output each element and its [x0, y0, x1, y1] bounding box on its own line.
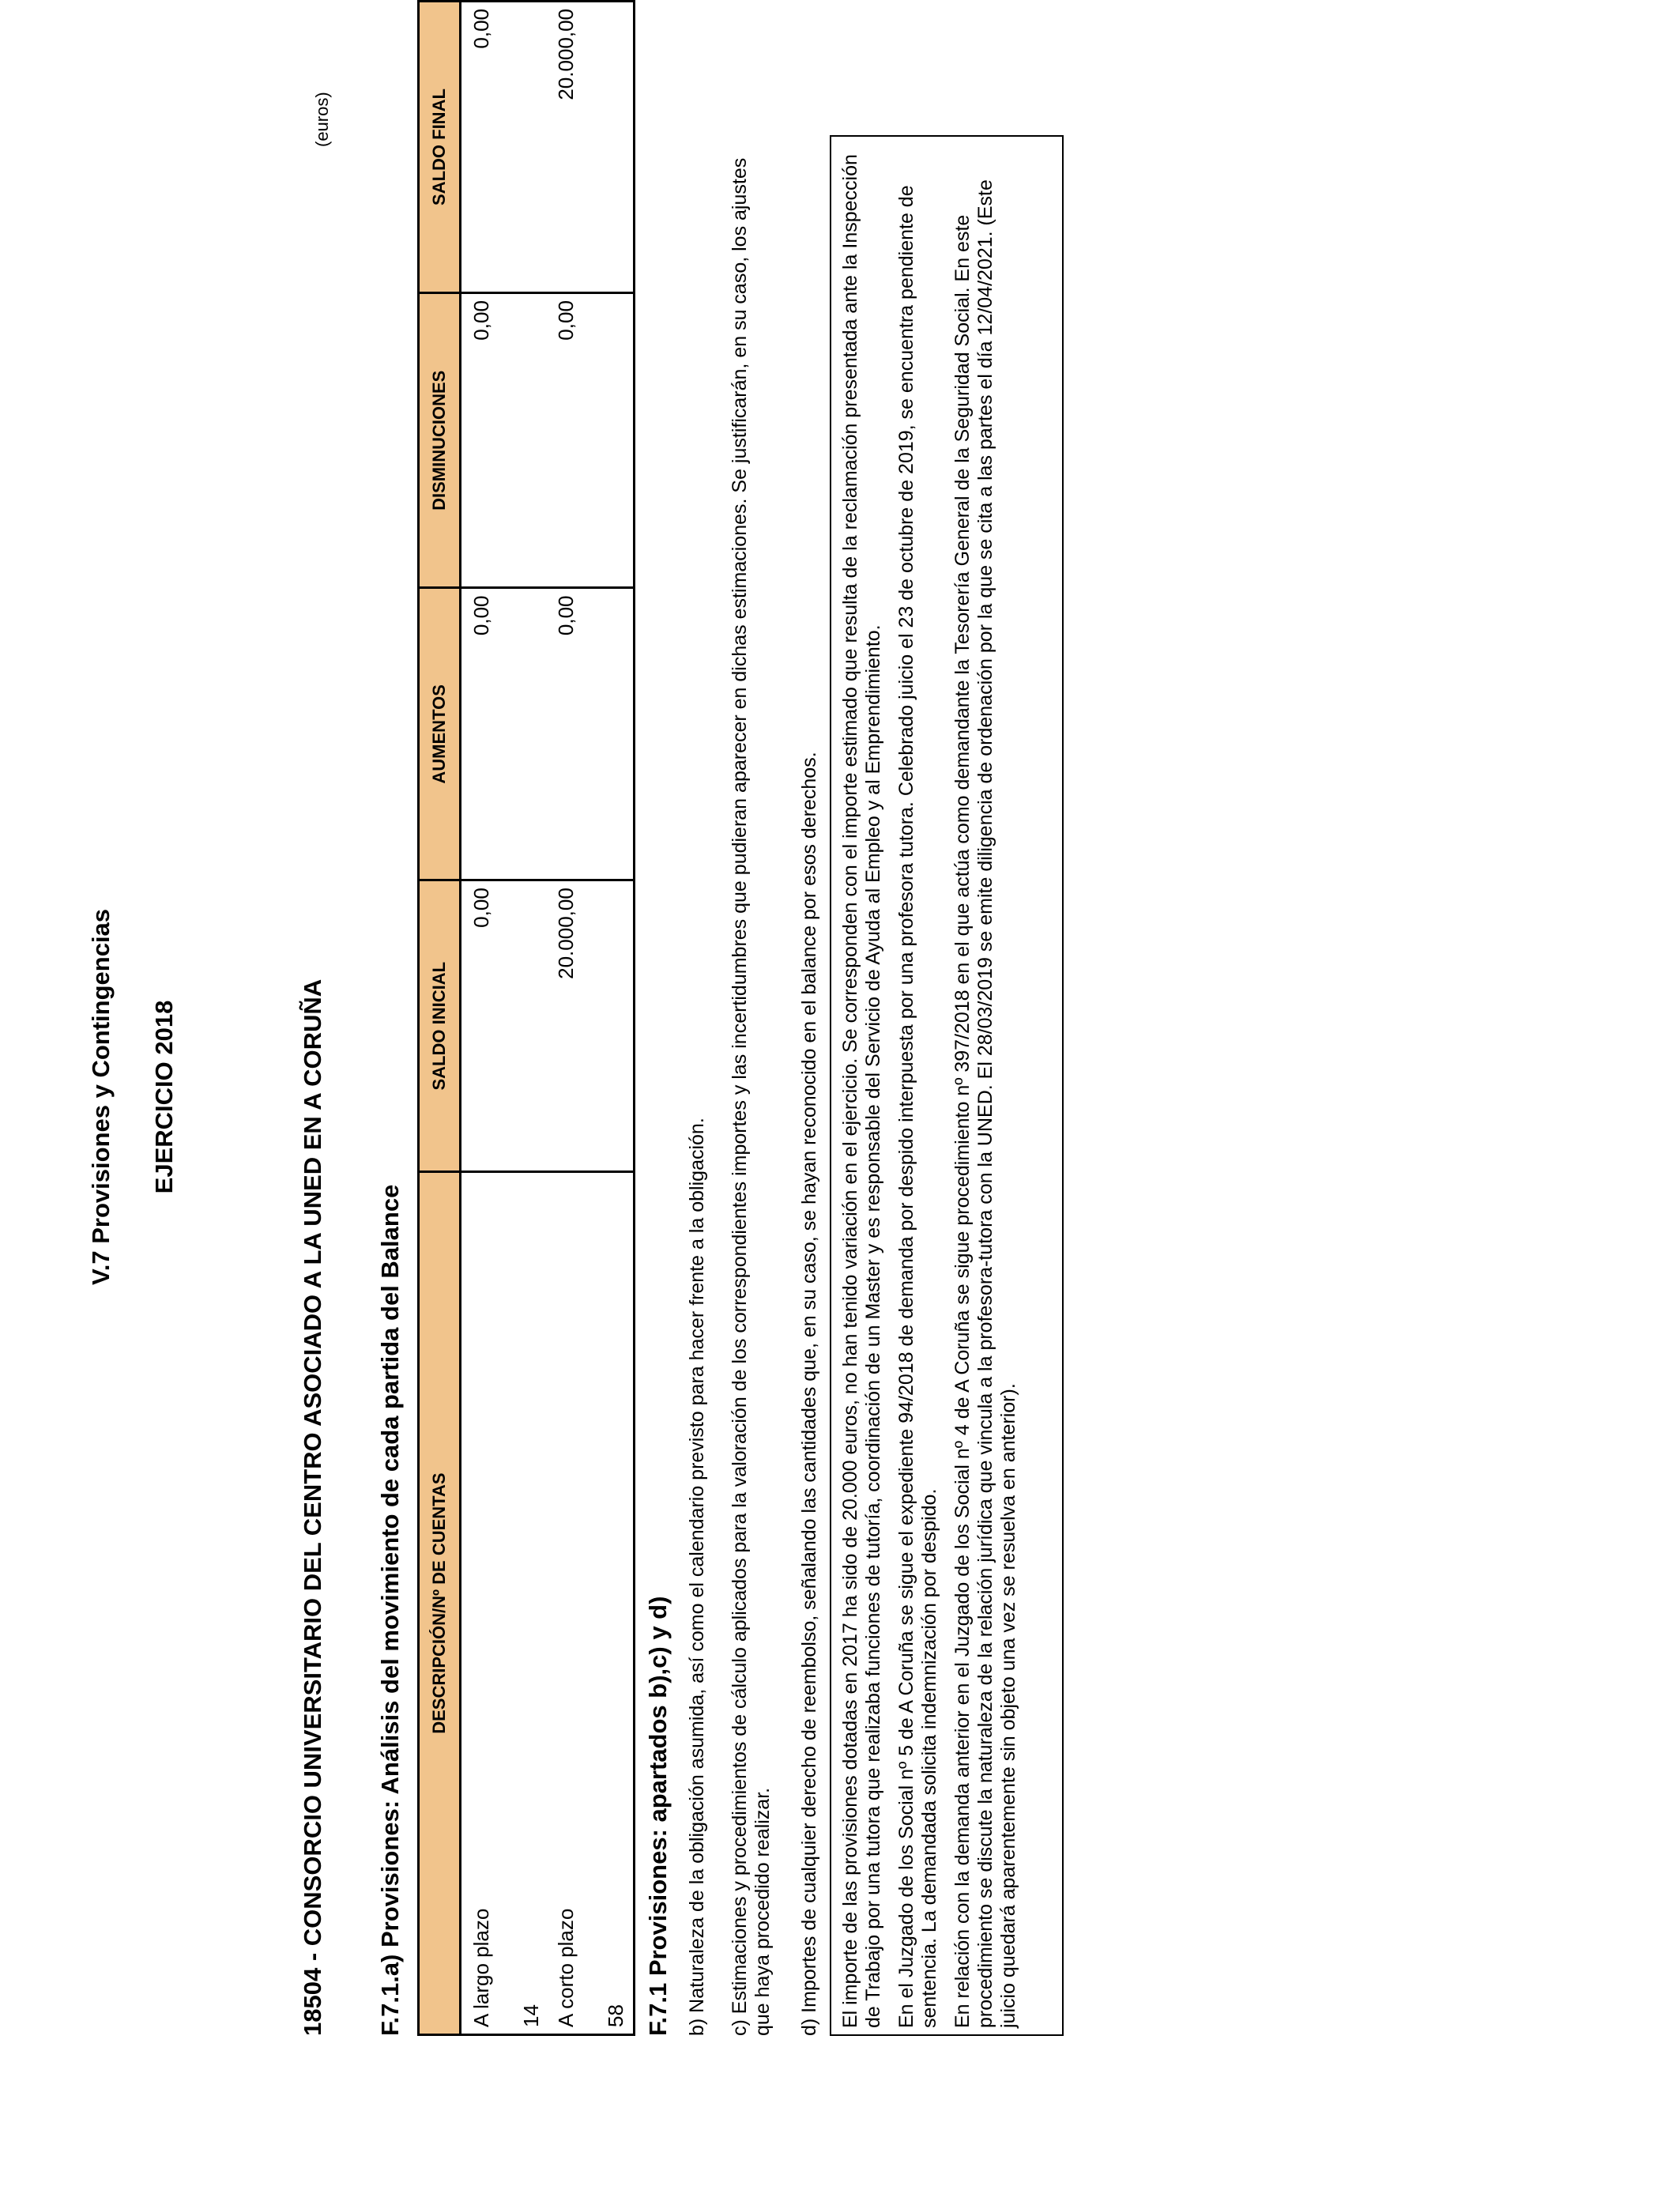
cell-saldo-final: 20.000,00	[549, 2, 635, 293]
table-row	[549, 2, 635, 2035]
report-title: V.7 Provisiones y Contingencias	[87, 908, 115, 1286]
section-b-title: F.7.1 Provisiones: apartados b),c) y d)	[644, 1596, 672, 2036]
entity-name: 18504 - CONSORCIO UNIVERSITARIO DEL CENTRO ASOCIADO A LA UNED EN A CORUÑA	[299, 978, 326, 2036]
col-saldo-inicial: SALDO INICIAL	[419, 880, 461, 1172]
row-account: 14	[519, 2004, 543, 2027]
cell-aumentos: 0,00	[461, 588, 549, 880]
notes-box	[830, 135, 1064, 2036]
note-paragraph: El importe de las provisiones dotadas en 2017 ha sido de 20.000 euros, no han tenido variación en el ejercicio. Se corresponden con el importe estimado que resulta de la reclamación presentada ante la Inspección de Trabajo por una tutora que realizaba funciones de tutoría, coordinación de un Master y es responsable del Servicio de Ayuda al Empleo y al Emprendimiento.	[839, 154, 884, 2028]
section-a-title: F.7.1.a) Provisiones: Análisis del movimiento de cada partida del Balance	[376, 1184, 404, 2036]
cell-saldo-inicial: 20.000,00	[549, 880, 635, 1172]
cell-saldo-inicial: 0,00	[461, 880, 549, 1172]
col-disminuciones: DISMINUCIONES	[419, 293, 461, 588]
row-label: A largo plazo	[469, 1908, 493, 2027]
cell-disminuciones: 0,00	[549, 293, 635, 588]
col-saldo-final: SALDO FINAL	[419, 2, 461, 293]
col-description: DESCRIPCIÓN/Nº DE CUENTAS	[419, 1172, 461, 2035]
row-description	[549, 1172, 635, 2035]
table-row	[461, 2, 549, 2035]
row-account: 58	[603, 2004, 627, 2027]
paragraph-c: c) Estimaciones y procedimientos de cálculo aplicados para la valoración de los correspondientes importes y las incertidumbres que pudieran aparecer en dichas estimaciones. Se justificarán, en su caso, los ajustes que haya procedido realizar.	[729, 157, 774, 2036]
col-aumentos: AUMENTOS	[419, 588, 461, 880]
table-header-row	[419, 2, 461, 2035]
paragraph-b: b) Naturaleza de la obligación asumida, así como el calendario previsto para hacer frente a la obligación.	[686, 1118, 708, 2036]
cell-aumentos: 0,00	[549, 588, 635, 880]
provisions-table	[417, 0, 635, 2036]
paragraph-d: d) Importes de cualquier derecho de reembolso, señalando las cantidades que, en su caso, se hayan reconocido en el balance por esos derechos.	[798, 752, 820, 2036]
exercise-year: EJERCICIO 2018	[150, 1000, 178, 1194]
row-label: A corto plazo	[553, 1908, 578, 2027]
cell-disminuciones: 0,00	[461, 293, 549, 588]
row-description	[461, 1172, 549, 2035]
cell-saldo-final: 0,00	[461, 2, 549, 293]
note-paragraph: En el Juzgado de los Social nº 5 de A Coruña se sigue el expediente 94/2018 de demanda por despido interpuesta por una profesora tutora. Celebrado juicio el 23 de octubre de 2019, se encuentra pendiente de sentencia. La demandada solicita indemnización por despido.	[895, 185, 940, 2028]
note-paragraph: En relación con la demanda anterior en el Juzgado de los Social nº 4 de A Coruña se sigue procedimiento nº 397/2018 en el que actúa como demandante la Tesorería General de la Seguridad Social. En este procedimiento se discute la naturaleza de la relación jurídica que vincula a la profesora-tutora con la UNED. El 28/03/2019 se emite diligencia de ordenación por la que se cita a las partes el día 12/04/2021. (Este juicio quedará aparentemente sin objeto una vez se resuelva en anterior).	[951, 179, 1019, 2028]
units-label: (euros)	[312, 92, 332, 147]
